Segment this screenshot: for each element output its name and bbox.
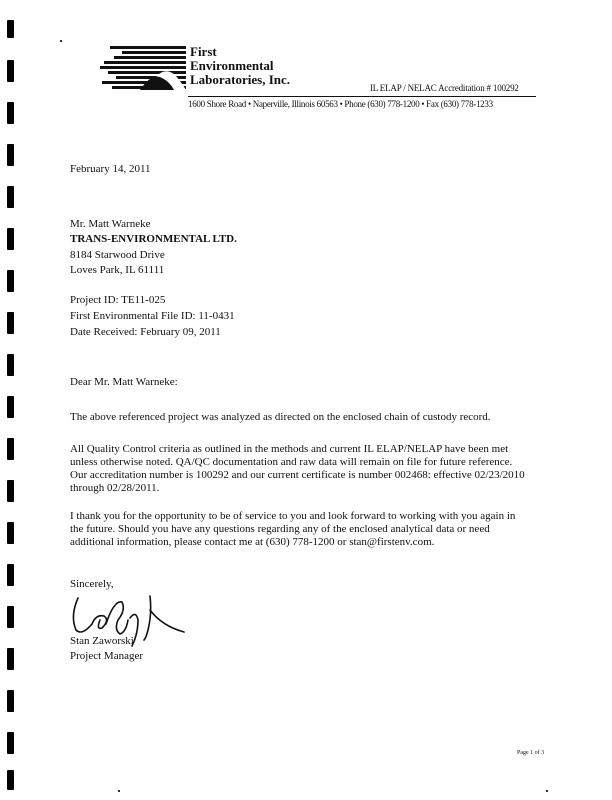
paragraph-line: All Quality Control criteria as outlined in the methods and current IL ELAP/NELAP have been met bbox=[70, 443, 509, 455]
paragraph-line: through 02/28/2011. bbox=[70, 482, 160, 494]
scan-speck bbox=[546, 790, 548, 792]
paragraph-line: unless otherwise noted. QA/QC documentation and raw data will remain on file for future reference. bbox=[70, 456, 513, 468]
date-received: Date Received: February 09, 2011 bbox=[70, 326, 221, 338]
header-divider bbox=[188, 96, 536, 97]
company-address: 1600 Shore Road • Naperville, Illinois 60563 • Phone (630) 778-1200 • Fax (630) 778-1233 bbox=[188, 99, 493, 109]
signer-title: Project Manager bbox=[70, 650, 143, 662]
paragraph-line: I thank you for the opportunity to be of service to you and look forward to working with you again in bbox=[70, 510, 516, 522]
scan-speck bbox=[118, 790, 120, 792]
company-name bbox=[190, 45, 290, 87]
paragraph-1: The above referenced project was analyzed as directed on the enclosed chain of custody record. bbox=[70, 411, 491, 423]
salutation: Dear Mr. Matt Warneke: bbox=[70, 376, 178, 388]
company-logo bbox=[100, 44, 188, 92]
recipient-company: TRANS-ENVIRONMENTAL LTD. bbox=[70, 233, 237, 245]
company-name-line1: First bbox=[190, 44, 217, 59]
recipient-city: Loves Park, IL 61111 bbox=[70, 264, 165, 276]
paragraph-line: additional information, please contact me at (630) 778-1200 or stan@firstenv.com. bbox=[70, 536, 435, 548]
recipient-name: Mr. Matt Warneke bbox=[70, 218, 151, 230]
paragraph-2 bbox=[70, 443, 550, 495]
accreditation-number: IL ELAP / NELAC Accreditation # 100292 bbox=[370, 83, 519, 93]
recipient-street: 8184 Starwood Drive bbox=[70, 249, 165, 261]
paragraph-3 bbox=[70, 510, 550, 549]
letter-date: February 14, 2011 bbox=[70, 163, 151, 175]
page-number: Page 1 of 3 bbox=[517, 750, 545, 756]
company-name-line2: Environmental bbox=[190, 58, 274, 73]
scan-speck bbox=[60, 40, 62, 42]
closing: Sincerely, bbox=[70, 578, 114, 590]
file-id: First Environmental File ID: 11-0431 bbox=[70, 310, 235, 322]
project-id: Project ID: TE11-025 bbox=[70, 294, 166, 306]
paragraph-line: the future. Should you have any questions regarding any of the enclosed analytical data or need bbox=[70, 523, 490, 535]
company-name-line3: Laboratories, Inc. bbox=[190, 72, 291, 87]
paragraph-line: Our accreditation number is 100292 and our current certificate is number 002468: effective 02/23/2010 bbox=[70, 469, 525, 481]
signer-name: Stan Zaworski bbox=[70, 635, 134, 647]
